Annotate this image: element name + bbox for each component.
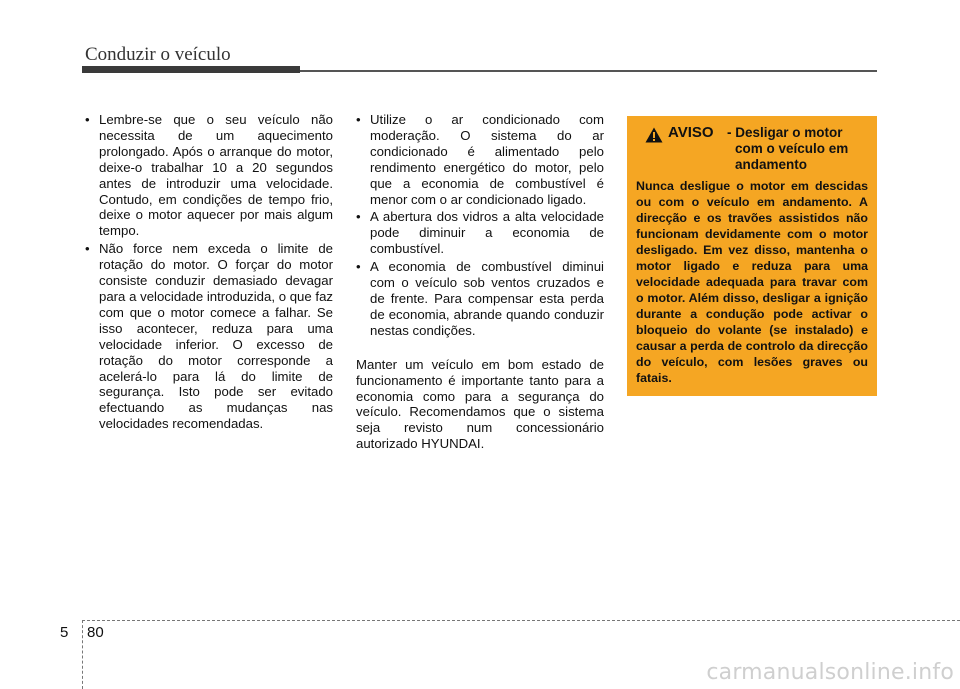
list-item: • Utilize o ar condicionado com moderação. O sistema do ar condicionado é alimentado pelo rendimento energético do motor, pelo que a economia de combustível é menor com o ar condicionado ligado. [356, 112, 604, 207]
section-number: 5 [60, 624, 69, 641]
warning-title-line: andamento [735, 157, 808, 172]
list-item: • Não force nem exceda o limite de rotação do motor. O forçar do motor consiste conduzir demasiado devagar para a velocidade introduzida, o que faz com que o motor comece a falhar. Se isso acontecer, reduza para uma velocidade inferior. O excesso de rotação do motor corresponde a acelerá-lo para lá do limite de segurança. Isto pode ser evitado efectuando as mudanças nas velocidades recomendadas. [85, 241, 333, 432]
left-column [85, 112, 333, 434]
header-bar [82, 66, 300, 73]
warning-triangle-icon [645, 127, 663, 143]
footer-divider [82, 620, 83, 689]
warning-title [727, 125, 867, 173]
warning-box [627, 116, 877, 396]
watermark: carmanualsonline.info [706, 660, 954, 685]
warning-title-line: - Desligar o motor [727, 125, 843, 140]
list-item: • A abertura dos vidros a alta velocidade pode diminuir a economia de combustível. [356, 209, 604, 257]
maintenance-paragraph: Manter um veículo em bom estado de funcionamento é importante tanto para a economia como para a segurança do veículo. Recomendamos que o sistema seja revisto num concessionário autorizado HYUNDAI. [356, 356, 604, 452]
list-item: • Lembre-se que o seu veículo não necessita de um aquecimento prolongado. Após o arranque do motor, deixe-o trabalhar 10 a 20 segundos antes de introduzir uma velocidade. Contudo, em condições de tempo frio, deixe o motor aquecer por mais algum tempo. [85, 112, 333, 239]
page-number: 80 [87, 624, 104, 641]
footer-rule [82, 620, 960, 621]
warning-label: AVISO [668, 124, 714, 141]
middle-column [356, 112, 604, 452]
header-rule [300, 70, 877, 72]
warning-body: Nunca desligue o motor em descidas ou com o veículo em andamento. A direcção e os travões assistidos não funcionam devidamente com o motor desligado. Em vez disso, mantenha o motor ligado e reduza para uma velocidade adequada para travar com o motor. Além disso, desligar a ignição durante a condução pode activar o bloqueio do volante (se instalado) e causar a perda de controlo da direcção do veículo, com lesões graves ou fatais. [636, 179, 868, 385]
page-title: Conduzir o veículo [85, 44, 231, 65]
list-item: • A economia de combustível diminui com o veículo sob ventos cruzados e de frente. Para compensar esta perda de economia, abrande quando conduzir nestas condições. [356, 259, 604, 339]
warning-title-line: com o veículo em [735, 141, 849, 156]
warning-header [636, 124, 868, 178]
